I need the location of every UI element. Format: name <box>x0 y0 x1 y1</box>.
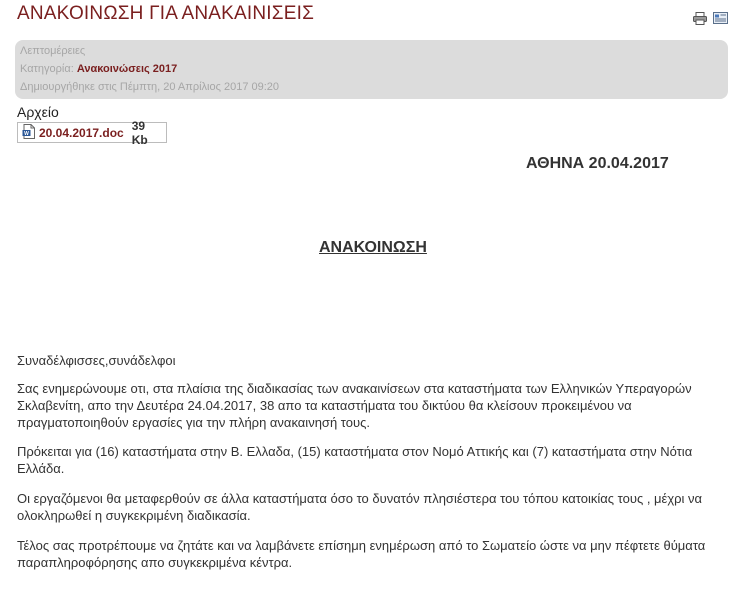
paragraph-4: Τέλος σας προτρέπουμε να ζητάτε και να λαμβάνετε επίσημη ενημέρωση από το Σωματείο ώστε να μην πέφτετε θύματα παραπληροφόρησης απο συγκεκριμένα κέντρα. <box>17 538 706 570</box>
printer-icon[interactable] <box>693 12 707 25</box>
paragraph-3: Οι εργαζόμενοι θα μεταφερθούν σε άλλα καταστήματα όσο το δυνατόν πλησιέστερα του τόπου κατοικίας τους , μέχρι να ολοκληρωθεί η συγκεκριμένη διαδικασία. <box>17 491 703 523</box>
word-document-icon <box>22 124 36 142</box>
attachments-label: Αρχείο <box>17 104 59 120</box>
article-info-panel <box>15 40 728 99</box>
attachment-link[interactable]: 20.04.2017.doc <box>39 125 124 140</box>
article-title: ΑΝΑΚΟΙΝΩΣΗ ΓΙΑ ΑΝΑΚΑΙΝΙΣΕΙΣ <box>17 3 315 24</box>
article-tools <box>693 12 728 25</box>
greeting: Συναδέλφισσες,συνάδελφοι <box>17 353 176 368</box>
created-date: Δημιουργήθηκε στις Πέμπτη, 20 Απρίλιος 2017 09:20 <box>20 81 280 93</box>
announcement-heading: ΑΝΑΚΟΙΝΩΣΗ <box>319 239 427 256</box>
attachment-file[interactable] <box>17 118 167 147</box>
email-icon[interactable] <box>713 12 728 25</box>
date-line: ΑΘΗΝΑ 20.04.2017 <box>526 155 669 172</box>
category-link[interactable]: Ανακοινώσεις 2017 <box>76 63 178 75</box>
attachment-size: 39 Kb <box>131 118 148 147</box>
category-row <box>20 63 177 75</box>
svg-text:W: W <box>24 130 29 137</box>
paragraph-2: Πρόκειται για (16) καταστήματα στην Β. Ελλαδα, (15) καταστήματα στον Νομό Αττικής και (7) καταστήματα στην Νότια Ελλάδα. <box>17 444 693 476</box>
category-label: Κατηγορία: <box>20 63 74 75</box>
paragraph-1: Σας ενημερώνουμε οτι, στα πλαίσια της διαδικασίας των ανακαινίσεων στα καταστήματα των Ελληνικών Υπεραγορών Σκλαβενίτη, απο την Δευτέρα 24.04.2017, 38 απο τα καταστήματα του δικτύου θα κλείσουν προκειμένου να πραγματοποιηθούν εργασίες για την πλήρη ανακαινησή τους. <box>17 381 692 430</box>
details-label: Λεπτομέρειες <box>20 45 86 57</box>
